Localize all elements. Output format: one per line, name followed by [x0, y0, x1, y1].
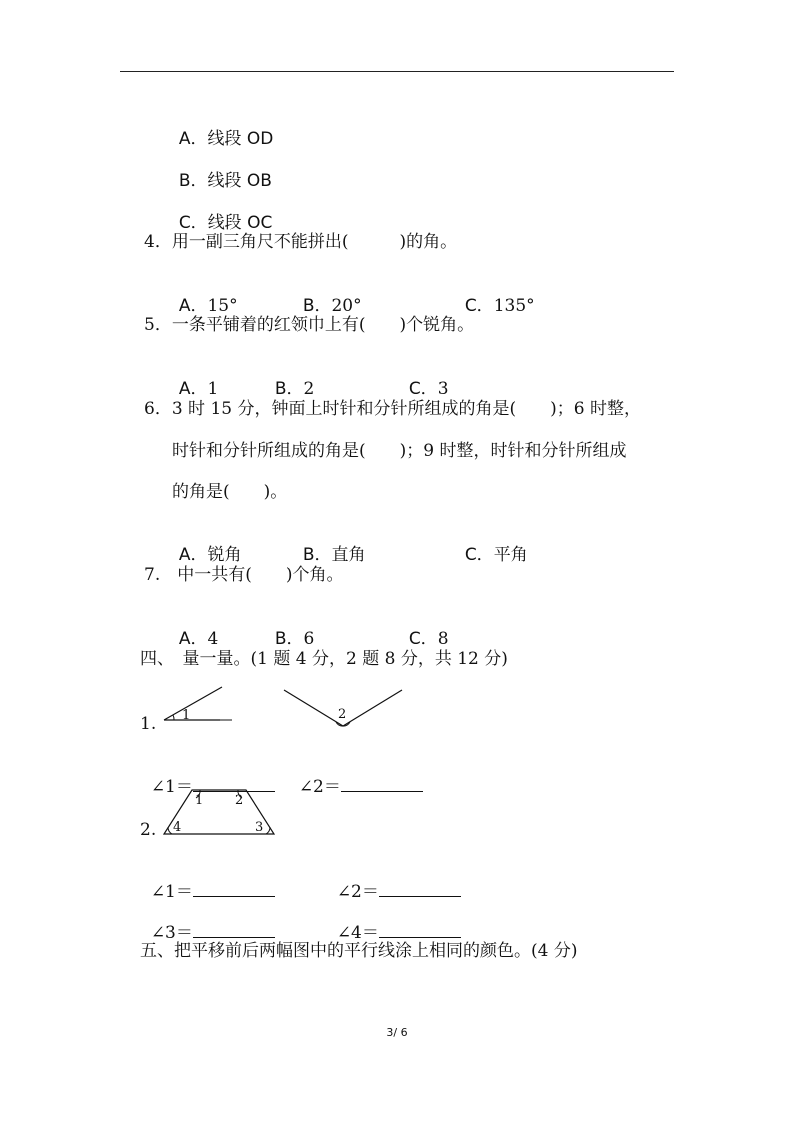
q4-stem: 4．用一副三角尺不能拼出( )的角。 — [144, 232, 458, 252]
angle-2-figure — [282, 688, 406, 732]
q6-option-c — [454, 522, 528, 566]
option-text: 15° — [207, 296, 238, 316]
q7-option-c — [398, 606, 449, 650]
q7-stem: 7. 中一共有( )个角。 — [144, 565, 344, 585]
trapezoid-figure — [160, 786, 280, 838]
option-text: 135° — [493, 296, 535, 316]
answer-trap-angle-3 — [140, 899, 275, 944]
angle-2-ray-right — [343, 690, 402, 726]
q3-option-a — [168, 106, 273, 150]
option-letter: B． — [302, 296, 332, 316]
trapezoid-mark-4: 4 — [173, 820, 182, 835]
q7-option-b — [264, 606, 314, 650]
trapezoid-arc-4 — [168, 827, 172, 834]
angle-2-mark: 2 — [338, 707, 347, 722]
answer-trap-angle-2 — [326, 858, 461, 903]
option-text: 线段 OB — [207, 171, 272, 191]
section-5-title: 五、把平移前后两幅图中的平行线涂上相同的颜色。(4 分) — [140, 941, 578, 961]
trapezoid-mark-3: 3 — [255, 820, 264, 835]
option-letter: A． — [178, 629, 208, 649]
option-letter: C． — [464, 296, 494, 316]
q4-option-a — [168, 273, 238, 317]
trapezoid-mark-1: 1 — [195, 793, 204, 808]
q5-stem: 5．一条平铺着的红领巾上有( )个锐角。 — [144, 315, 475, 335]
angle-2-ray-left — [284, 690, 343, 726]
option-letter: B． — [274, 379, 304, 399]
answer-blank[interactable] — [341, 775, 423, 792]
q3-option-c — [168, 190, 272, 234]
page-number: 3/ 6 — [386, 1026, 408, 1039]
option-text: 3 — [437, 379, 449, 399]
q6-option-a — [168, 522, 241, 566]
option-letter: C． — [408, 379, 438, 399]
q5-option-c — [398, 356, 449, 400]
angle-1-ray-upper — [164, 687, 222, 720]
answer-label: ∠3＝ — [150, 923, 193, 943]
option-text: 线段 OC — [207, 213, 273, 233]
answer-label: ∠2＝ — [298, 777, 341, 797]
q5-option-b — [264, 356, 314, 400]
option-text: 20° — [331, 296, 362, 316]
answer-blank[interactable] — [193, 880, 275, 897]
option-letter: A． — [178, 379, 208, 399]
option-text: 线段 OD — [207, 129, 274, 149]
option-letter: A． — [178, 129, 208, 149]
option-text: 直角 — [331, 545, 366, 565]
answer-trap-angle-4 — [326, 899, 461, 944]
angle-1-figure — [160, 684, 240, 724]
option-letter: A． — [178, 545, 208, 565]
answer-label: ∠1＝ — [150, 882, 193, 902]
angle-1-mark: 1 — [182, 708, 191, 723]
q4-option-c — [454, 273, 535, 317]
q6-option-b — [292, 522, 365, 566]
q6-line-2: 时针和分针所组成的角是( )；9 时整，时针和分针所组成 — [172, 441, 627, 461]
option-text: 6 — [303, 629, 315, 649]
option-letter: B． — [274, 629, 304, 649]
answer-blank[interactable] — [379, 880, 461, 897]
answer-trap-angle-1 — [140, 858, 275, 903]
option-text: 4 — [207, 629, 219, 649]
option-letter: B． — [302, 545, 332, 565]
measure-item-2-label: 2. — [140, 820, 157, 840]
answer-label: ∠4＝ — [336, 923, 379, 943]
answer-label: ∠2＝ — [336, 882, 379, 902]
trapezoid-mark-2: 2 — [235, 793, 244, 808]
option-text: 1 — [207, 379, 219, 399]
option-letter: C． — [178, 213, 208, 233]
q4-option-b — [292, 273, 362, 317]
option-text: 平角 — [493, 545, 528, 565]
q7-option-a — [168, 606, 218, 650]
option-text: 2 — [303, 379, 315, 399]
trapezoid-arc-3 — [266, 827, 270, 834]
option-letter: C． — [408, 629, 438, 649]
angle-1-arc — [173, 715, 174, 720]
q3-option-b — [168, 148, 272, 192]
answer-angle-2 — [288, 753, 423, 798]
answer-label: ∠1＝ — [150, 777, 193, 797]
section-4-title: 四、 量一量。(1 题 4 分，2 题 8 分，共 12 分) — [140, 649, 508, 669]
q6-line-1: 6．3 时 15 分，钟面上时针和分针所组成的角是( )；6 时整， — [144, 399, 641, 419]
header-rule — [120, 71, 674, 72]
answer-blank[interactable] — [379, 921, 461, 938]
q6-line-3: 的角是( )。 — [172, 482, 288, 502]
option-letter: C． — [464, 545, 494, 565]
q5-option-a — [168, 356, 218, 400]
option-letter: B． — [178, 171, 208, 191]
measure-item-1-label: 1. — [140, 714, 157, 734]
answer-blank[interactable] — [193, 921, 275, 938]
option-text: 锐角 — [207, 545, 242, 565]
option-letter: A． — [178, 296, 208, 316]
option-text: 8 — [437, 629, 449, 649]
